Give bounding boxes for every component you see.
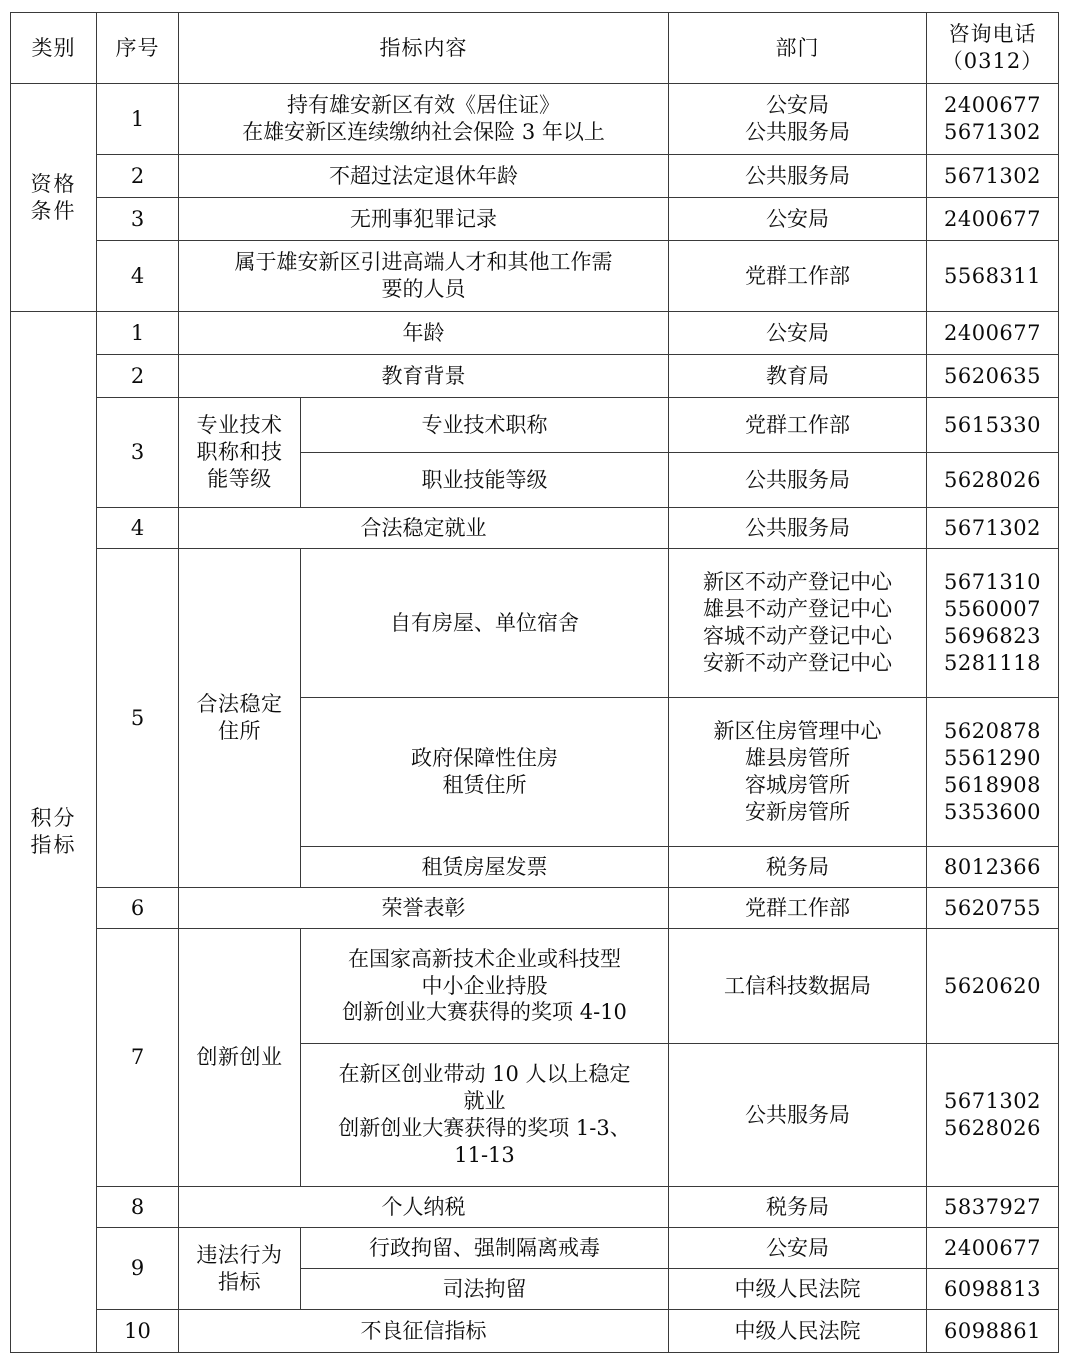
item-content-cell: 行政拘留、强制隔离戒毒 xyxy=(301,1228,669,1269)
seq-cell: 7 xyxy=(97,929,179,1187)
item-content-cell: 自有房屋、单位宿舍 xyxy=(301,549,669,698)
item-line: 在雄安新区连续缴纳社会保险 3 年以上 xyxy=(242,120,605,144)
telephone-line: 5671302 xyxy=(943,1089,1042,1114)
telephone-line: 5671310 xyxy=(943,570,1042,595)
seq-cell: 1 xyxy=(97,84,179,155)
header-seq: 序号 xyxy=(97,13,179,84)
sub-line: 专业技术 xyxy=(196,413,283,438)
header-item-content: 指标内容 xyxy=(179,13,669,84)
seq-cell: 3 xyxy=(97,198,179,241)
department-line: 雄县不动产登记中心 xyxy=(703,597,892,622)
department-cell: 党群工作部 xyxy=(669,398,927,453)
seq-cell: 1 xyxy=(97,312,179,355)
category-line-2: 指标 xyxy=(30,833,77,857)
department-cell: 公共服务局 xyxy=(669,508,927,549)
sub-line: 职称和技 xyxy=(196,440,283,465)
telephone-cell: 2400677 xyxy=(927,312,1059,355)
table-body xyxy=(11,84,1059,1353)
item-line: 中小企业持股 xyxy=(421,973,548,998)
table-row xyxy=(11,312,1059,355)
seq-cell: 8 xyxy=(97,1187,179,1228)
telephone-cell: 5620620 xyxy=(927,929,1059,1044)
department-cell: 公共服务局 xyxy=(669,1044,927,1187)
item-content-cell: 合法稳定就业 xyxy=(179,508,669,549)
table-row xyxy=(11,549,1059,698)
seq-cell: 9 xyxy=(97,1228,179,1310)
item-line: 在新区创业带动 10 人以上稳定 xyxy=(338,1062,631,1087)
department-cell: 党群工作部 xyxy=(669,888,927,929)
seq-cell: 4 xyxy=(97,508,179,549)
category-line-1: 积分 xyxy=(30,806,77,831)
department-line: 容城不动产登记中心 xyxy=(703,624,892,648)
telephone-cell: 8012366 xyxy=(927,847,1059,888)
telephone-cell: 5620635 xyxy=(927,355,1059,398)
item-line: 11-13 xyxy=(454,1142,515,1167)
table-row xyxy=(11,1310,1059,1353)
department-line: 安新房管所 xyxy=(745,799,850,824)
department-cell xyxy=(669,84,927,155)
department-cell: 党群工作部 xyxy=(669,241,927,312)
department-cell: 中级人民法院 xyxy=(669,1310,927,1353)
table-row xyxy=(11,198,1059,241)
table-row xyxy=(11,398,1059,453)
item-content-cell: 专业技术职称 xyxy=(301,398,669,453)
sub-line: 合法稳定 xyxy=(196,692,283,717)
table-row xyxy=(11,84,1059,155)
sub-category-cell: 创新创业 xyxy=(179,929,301,1187)
telephone-line: 5671302 xyxy=(943,120,1042,144)
department-cell: 税务局 xyxy=(669,847,927,888)
telephone-cell: 5671302 xyxy=(927,155,1059,198)
department-cell xyxy=(669,698,927,847)
item-line: 属于雄安新区引进高端人才和其他工作需 xyxy=(234,250,613,275)
department-cell xyxy=(669,549,927,698)
telephone-cell: 5671302 xyxy=(927,508,1059,549)
telephone-line: 5560007 xyxy=(943,597,1042,622)
item-line: 就业 xyxy=(463,1089,506,1114)
department-cell: 中级人民法院 xyxy=(669,1269,927,1310)
table-row xyxy=(11,888,1059,929)
department-line: 公安局 xyxy=(766,93,829,118)
table-row xyxy=(11,155,1059,198)
telephone-line: 5353600 xyxy=(943,799,1042,824)
item-line: 持有雄安新区有效《居住证》 xyxy=(287,93,560,118)
item-content-cell xyxy=(179,241,669,312)
header-tel-label: 咨询电话 xyxy=(948,22,1037,47)
telephone-cell: 5620755 xyxy=(927,888,1059,929)
item-content-cell: 司法拘留 xyxy=(301,1269,669,1310)
department-cell: 工信科技数据局 xyxy=(669,929,927,1044)
department-cell: 公共服务局 xyxy=(669,453,927,508)
telephone-line: 5620878 xyxy=(943,719,1042,744)
item-content-cell: 教育背景 xyxy=(179,355,669,398)
telephone-cell xyxy=(927,84,1059,155)
item-content-cell: 不良征信指标 xyxy=(179,1310,669,1353)
sub-line: 能等级 xyxy=(207,466,272,491)
telephone-line: 2400677 xyxy=(943,93,1042,118)
points-indicator-table xyxy=(10,12,1059,1353)
item-content-cell: 荣誉表彰 xyxy=(179,888,669,929)
sub-category-cell xyxy=(179,1228,301,1310)
department-cell: 公共服务局 xyxy=(669,155,927,198)
item-content-cell: 不超过法定退休年龄 xyxy=(179,155,669,198)
item-line: 创新创业大赛获得的奖项 1-3、 xyxy=(338,1116,631,1140)
item-content-cell: 年龄 xyxy=(179,312,669,355)
item-line: 创新创业大赛获得的奖项 4-10 xyxy=(342,1000,627,1025)
table-header xyxy=(11,13,1059,84)
item-line: 要的人员 xyxy=(381,277,466,301)
item-content-cell xyxy=(301,698,669,847)
item-content-cell: 职业技能等级 xyxy=(301,453,669,508)
telephone-line: 5561290 xyxy=(943,746,1042,771)
department-cell: 税务局 xyxy=(669,1187,927,1228)
item-content-cell: 无刑事犯罪记录 xyxy=(179,198,669,241)
header-category: 类别 xyxy=(11,13,97,84)
telephone-line: 5618908 xyxy=(943,773,1042,797)
seq-cell: 4 xyxy=(97,241,179,312)
item-content-cell xyxy=(301,1044,669,1187)
header-consult-tel xyxy=(927,13,1059,84)
telephone-cell: 5628026 xyxy=(927,453,1059,508)
telephone-cell: 6098861 xyxy=(927,1310,1059,1353)
category-cell-points xyxy=(11,312,97,1353)
header-department: 部门 xyxy=(669,13,927,84)
category-line-2: 条件 xyxy=(30,198,77,223)
sub-line: 指标 xyxy=(218,1269,261,1294)
seq-cell: 3 xyxy=(97,398,179,508)
table-row xyxy=(11,508,1059,549)
telephone-line: 5281118 xyxy=(943,650,1042,675)
department-line: 新区住房管理中心 xyxy=(713,719,882,744)
header-row xyxy=(11,13,1059,84)
department-cell: 公安局 xyxy=(669,198,927,241)
telephone-cell xyxy=(927,698,1059,847)
table-row xyxy=(11,355,1059,398)
table-row xyxy=(11,1228,1059,1269)
department-line: 雄县房管所 xyxy=(745,746,850,771)
sub-category-cell xyxy=(179,549,301,888)
telephone-cell: 5615330 xyxy=(927,398,1059,453)
seq-cell: 2 xyxy=(97,355,179,398)
item-content-cell xyxy=(301,929,669,1044)
telephone-cell: 2400677 xyxy=(927,1228,1059,1269)
item-content-cell: 租赁房屋发票 xyxy=(301,847,669,888)
table-row xyxy=(11,929,1059,1044)
sub-category-cell xyxy=(179,398,301,508)
sub-line: 违法行为 xyxy=(196,1242,283,1267)
item-line: 在国家高新技术企业或科技型 xyxy=(348,946,621,971)
header-tel-areacode: （0312） xyxy=(941,49,1044,73)
telephone-line: 5696823 xyxy=(943,624,1042,648)
table-row xyxy=(11,241,1059,312)
item-line: 租赁住所 xyxy=(442,773,527,797)
department-cell: 教育局 xyxy=(669,355,927,398)
telephone-line: 5628026 xyxy=(943,1116,1042,1140)
department-line: 公共服务局 xyxy=(745,120,850,144)
seq-cell: 2 xyxy=(97,155,179,198)
department-cell: 公安局 xyxy=(669,312,927,355)
category-line-1: 资格 xyxy=(30,171,77,196)
sub-line: 住所 xyxy=(218,719,261,743)
department-line: 安新不动产登记中心 xyxy=(703,650,892,675)
category-cell-qualification xyxy=(11,84,97,312)
telephone-cell xyxy=(927,1044,1059,1187)
seq-cell: 6 xyxy=(97,888,179,929)
seq-cell: 5 xyxy=(97,549,179,888)
telephone-cell: 5568311 xyxy=(927,241,1059,312)
department-cell: 公安局 xyxy=(669,1228,927,1269)
seq-cell: 10 xyxy=(97,1310,179,1353)
table-row xyxy=(11,1187,1059,1228)
item-content-cell xyxy=(179,84,669,155)
department-line: 容城房管所 xyxy=(745,773,850,797)
telephone-cell: 6098813 xyxy=(927,1269,1059,1310)
department-line: 新区不动产登记中心 xyxy=(703,570,892,595)
telephone-cell: 2400677 xyxy=(927,198,1059,241)
item-content-cell: 个人纳税 xyxy=(179,1187,669,1228)
telephone-cell: 5837927 xyxy=(927,1187,1059,1228)
item-line: 政府保障性住房 xyxy=(411,746,558,771)
telephone-cell xyxy=(927,549,1059,698)
